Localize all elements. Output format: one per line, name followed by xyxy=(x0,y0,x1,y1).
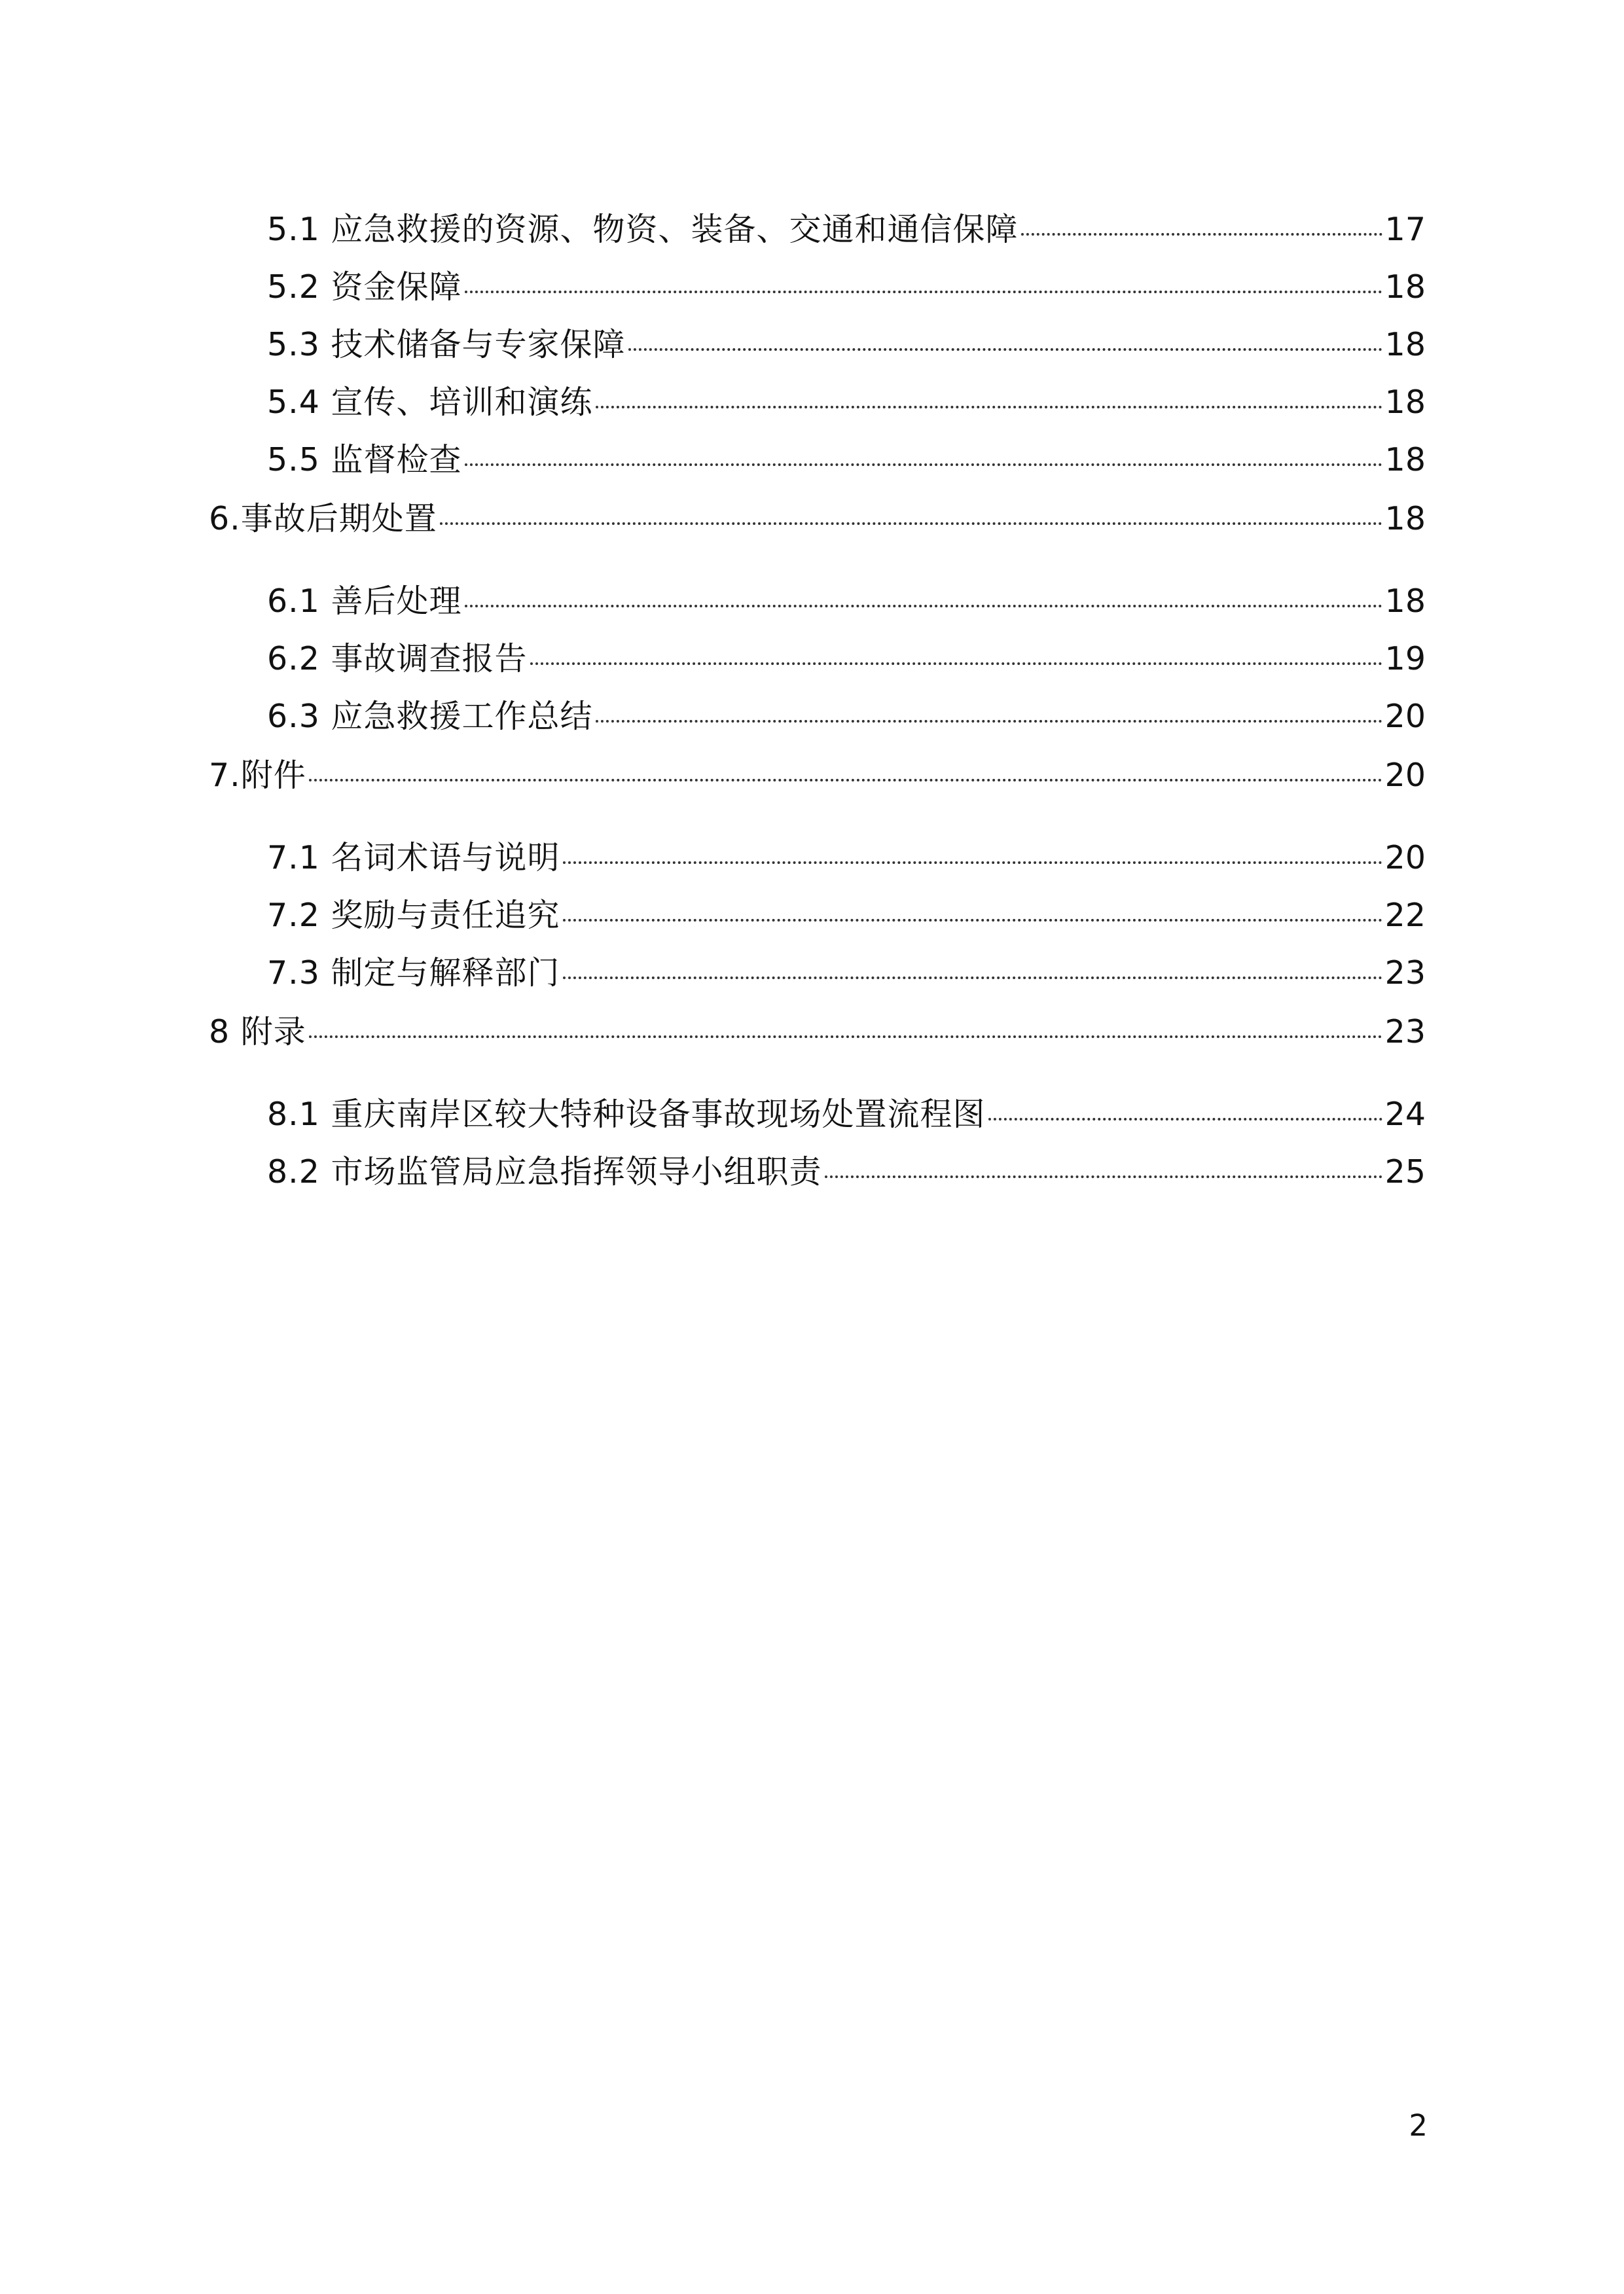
toc-entry-page: 24 xyxy=(1384,1096,1426,1133)
toc-entry-page: 20 xyxy=(1384,839,1426,876)
toc-entry-label: 6.事故后期处置 xyxy=(209,500,437,537)
toc-dot-leader xyxy=(440,522,1382,525)
toc-entry-label: 5.1 应急救援的资源、物资、装备、交通和通信保障 xyxy=(267,211,1019,248)
toc-dot-leader xyxy=(309,779,1382,781)
toc-entry-7[interactable] xyxy=(209,752,1426,799)
toc-dot-leader xyxy=(596,720,1382,723)
toc-entry-label: 8.1 重庆南岸区较大特种设备事故现场处置流程图 xyxy=(267,1096,986,1133)
toc-entry-page: 17 xyxy=(1384,211,1426,248)
toc-entry-5-3[interactable] xyxy=(267,321,1426,368)
toc-dot-leader xyxy=(465,291,1382,293)
toc-dot-leader xyxy=(465,605,1382,607)
toc-entry-page: 18 xyxy=(1384,268,1426,306)
toc-entry-page: 22 xyxy=(1384,897,1426,934)
toc-entry-page: 19 xyxy=(1384,640,1426,677)
page-number: 2 xyxy=(1409,2108,1428,2143)
toc-entry-6-1[interactable] xyxy=(267,578,1426,625)
toc-entry-label: 6.2 事故调查报告 xyxy=(267,640,528,677)
toc-entry-5-4[interactable] xyxy=(267,379,1426,426)
toc-entry-page: 18 xyxy=(1384,441,1426,478)
toc-entry-label: 7.附件 xyxy=(209,757,306,794)
toc-dot-leader xyxy=(596,406,1382,408)
toc-entry-label: 7.2 奖励与责任追究 xyxy=(267,897,560,934)
toc-dot-leader xyxy=(628,348,1382,351)
toc-entry-label: 5.3 技术储备与专家保障 xyxy=(267,326,626,363)
toc-entry-5-5[interactable] xyxy=(267,437,1426,484)
toc-dot-leader xyxy=(309,1035,1382,1038)
toc-entry-8-1[interactable] xyxy=(267,1091,1426,1138)
toc-entry-7-1[interactable] xyxy=(267,834,1426,882)
toc-entry-page: 23 xyxy=(1384,954,1426,992)
toc-entry-page: 20 xyxy=(1384,757,1426,794)
toc-entry-label: 8 附录 xyxy=(209,1013,306,1050)
toc-entry-label: 6.3 应急救援工作总结 xyxy=(267,698,593,735)
toc-entry-7-2[interactable] xyxy=(267,892,1426,939)
toc-entry-page: 25 xyxy=(1384,1153,1426,1191)
toc-entry-page: 20 xyxy=(1384,698,1426,735)
toc-entry-label: 7.3 制定与解释部门 xyxy=(267,954,560,992)
toc-entry-label: 5.5 监督检查 xyxy=(267,441,462,478)
toc-entry-7-3[interactable] xyxy=(267,950,1426,997)
toc-entry-8-2[interactable] xyxy=(267,1149,1426,1196)
toc-dot-leader xyxy=(465,463,1382,466)
toc-entry-label: 8.2 市场监管局应急指挥领导小组职责 xyxy=(267,1153,822,1191)
toc-entry-page: 18 xyxy=(1384,384,1426,421)
toc-entry-5-2[interactable] xyxy=(267,264,1426,311)
toc-dot-leader xyxy=(563,977,1382,979)
toc-entry-page: 18 xyxy=(1384,582,1426,620)
toc-entry-label: 5.4 宣传、培训和演练 xyxy=(267,384,593,421)
toc-dot-leader xyxy=(1021,233,1382,236)
toc-entry-page: 18 xyxy=(1384,500,1426,537)
toc-entry-label: 5.2 资金保障 xyxy=(267,268,462,306)
toc-entry-5-1[interactable] xyxy=(267,206,1426,253)
toc-dot-leader xyxy=(825,1175,1382,1178)
toc-dot-leader xyxy=(530,662,1382,665)
toc-dot-leader xyxy=(563,919,1382,922)
toc-entry-6-2[interactable] xyxy=(267,636,1426,683)
toc-entry-page: 23 xyxy=(1384,1013,1426,1050)
toc-entry-6-3[interactable] xyxy=(267,693,1426,740)
toc-dot-leader xyxy=(988,1118,1382,1120)
toc-entry-page: 18 xyxy=(1384,326,1426,363)
toc-entry-label: 6.1 善后处理 xyxy=(267,582,462,620)
toc-entry-label: 7.1 名词术语与说明 xyxy=(267,839,560,876)
toc-entry-8[interactable] xyxy=(209,1009,1426,1056)
toc-entry-6[interactable] xyxy=(209,495,1426,543)
toc-dot-leader xyxy=(563,861,1382,864)
